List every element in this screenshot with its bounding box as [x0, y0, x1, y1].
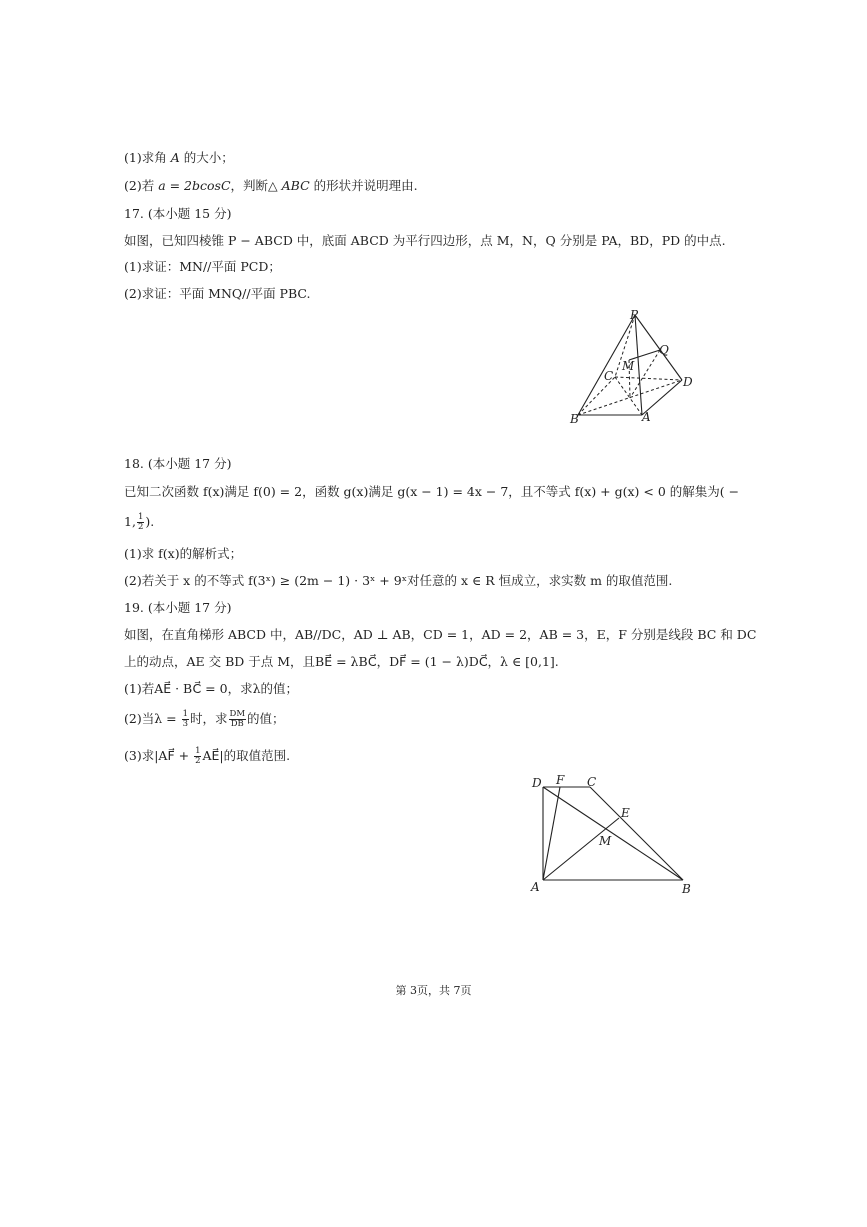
label-d: D: [683, 375, 693, 389]
page-footer: 第 3页，共 7页: [395, 984, 472, 997]
fraction: [194, 747, 201, 766]
label-d: D: [532, 776, 542, 790]
q16-part1-suffix: 的大小；: [179, 150, 234, 165]
label-c: C: [604, 369, 614, 383]
q19-part3: [124, 747, 290, 766]
fraction-denominator: 2: [137, 522, 144, 532]
fraction: [137, 513, 144, 532]
label-m: M: [599, 834, 612, 848]
q19-stem-line1: 如图，在直角梯形 ABCD 中，AB//DC，AD ⊥ AB，CD = 1，AD = 2，AB = 3，E，F 分别是线段 BC 和 DC: [124, 627, 757, 642]
q19-part3-suffix: AE⃗|的取值范围.: [202, 748, 291, 763]
label-b: B: [682, 882, 691, 896]
fraction: [182, 710, 189, 729]
fraction-numerator: 1: [195, 746, 201, 756]
q16-part1-var: A: [170, 150, 180, 165]
fraction-numerator: DM: [229, 709, 246, 719]
q18-part1: (1)求 f(x)的解析式；: [124, 546, 243, 561]
q17-stem: 如图，已知四棱锥 P − ABCD 中，底面 ABCD 为平行四边形，点 M，N，Q 分别是 PA，BD，PD 的中点.: [124, 233, 726, 248]
q16-part2-expr: a = 2bcosC: [158, 178, 231, 193]
q18-stem-line2-suffix: ).: [145, 514, 155, 529]
label-f: F: [556, 773, 565, 787]
q18-stem-line2-prefix: 1,: [124, 514, 136, 529]
fraction-numerator: 1: [137, 512, 144, 522]
q18-part2: (2)若关于 x 的不等式 f(3ˣ) ≥ (2m − 1) · 3ˣ + 9ˣ对任意的 x ∈ R 恒成立，求实数 m 的取值范围.: [124, 573, 673, 588]
q19-part2-suffix: 的值；: [247, 711, 285, 726]
q19-part2: [124, 710, 285, 729]
q16-part2-mid: ，判断△: [230, 178, 282, 193]
edge-af: [543, 787, 560, 880]
q18-stem-line2: [124, 513, 154, 532]
q19-part2-prefix: (2)当λ =: [124, 711, 181, 726]
edge-cd: [615, 377, 682, 380]
pyramid-figure: [560, 305, 710, 430]
trapezoid-figure: [525, 770, 705, 900]
label-q: Q: [659, 343, 669, 357]
q16-part2: [124, 178, 418, 194]
q16-part2-tri: ABC: [281, 178, 310, 193]
label-b: B: [570, 412, 579, 426]
q18-header: 18. (本小题 17 分): [124, 456, 232, 471]
q16-part1: [124, 150, 234, 166]
q19-part2-mid: 时，求: [189, 711, 228, 726]
edge-ca: [615, 377, 642, 415]
edge-qn: [630, 350, 660, 398]
q17-part1: (1)求证：MN//平面 PCD；: [124, 259, 281, 274]
q17-part2: (2)求证：平面 MNQ//平面 PBC.: [124, 286, 311, 301]
edge-ae: [543, 818, 619, 880]
label-a: A: [531, 880, 540, 894]
q19-part3-prefix: (3)求|AF⃗ +: [124, 748, 194, 763]
q19-part1: (1)若AE⃗ · BC⃗ = 0，求λ的值；: [124, 681, 298, 696]
label-p: P: [630, 308, 639, 322]
fraction-denominator: 3: [182, 719, 188, 729]
label-m: M: [622, 359, 635, 373]
edge-db: [543, 787, 683, 880]
label-c: C: [587, 775, 597, 789]
q16-part1-prefix: (1)求角: [124, 150, 171, 165]
fraction-denominator: DB: [230, 719, 244, 729]
fraction: [229, 710, 247, 729]
q17-header: 17. (本小题 15 分): [124, 206, 232, 221]
q18-stem-line1: 已知二次函数 f(x)满足 f(0) = 2，函数 g(x)满足 g(x − 1) = 4x − 7，且不等式 f(x) + g(x) < 0 的解集为( −: [124, 484, 740, 499]
fraction-numerator: 1: [182, 709, 188, 719]
label-a: A: [642, 410, 651, 424]
q16-part2-prefix: (2)若: [124, 178, 159, 193]
edge-pa: [635, 315, 642, 415]
q16-part2-suffix: 的形状并说明理由.: [309, 178, 418, 193]
q19-stem-line2: 上的动点，AE 交 BD 于点 M，且BE⃗ = λBC⃗，DF⃗ = (1 − λ)DC⃗，λ ∈ [0,1].: [124, 654, 559, 669]
fraction-denominator: 2: [195, 756, 201, 766]
q19-header: 19. (本小题 17 分): [124, 600, 232, 615]
label-e: E: [621, 806, 630, 820]
